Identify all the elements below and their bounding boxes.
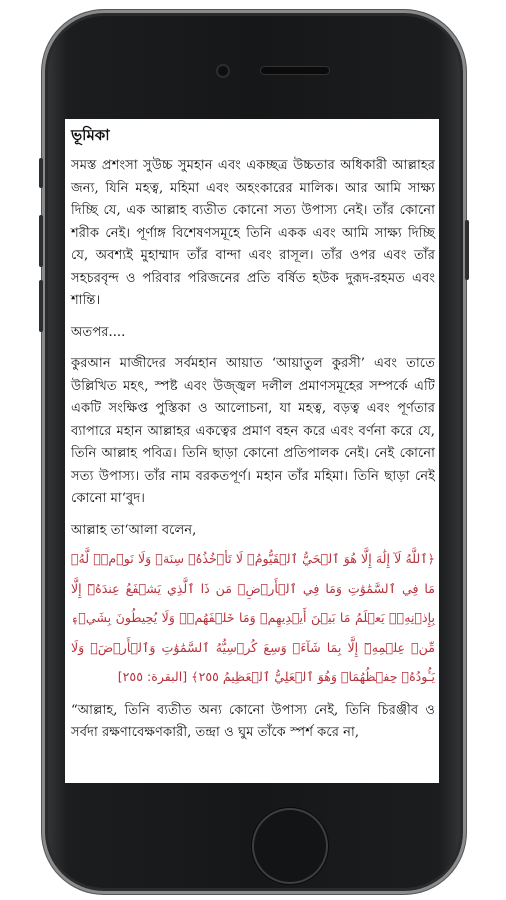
transition-paragraph: অতপর.... <box>71 324 126 340</box>
volume-down-button <box>39 280 43 332</box>
front-camera-icon <box>218 66 228 76</box>
arabic-verse: ﴿ٱللَّهُ لَآ إِلَٰهَ إِلَّا هُوَ ٱلۡحَيُّ ٱلۡقَيُّومُۚ لَا تَأۡخُذُهُۥ سِنَةٞ وَلَا نَوۡمٞۚ لَّهُۥ مَا فِي ٱلسَّمَٰوَٰتِ وَمَا فِي ٱلۡأَرۡضِۗ مَن ذَا ٱلَّذِي يَشۡفَعُ عِندَهُۥٓ إِلَّا بِإِذۡنِهِۦۚ يَعۡلَمُ مَا بَيۡنَ أَيۡدِيهِمۡ وَمَا خَلۡفَهُمۡۖ وَلَا يُحِيطُونَ بِشَيۡءٖ مِّنۡ عِلۡمِهِۦٓ إِلَّا بِمَا شَآءَۚ وَسِعَ كُرۡسِيُّهُ ٱلسَّمَٰوَٰتِ وَٱلۡأَرۡضَۖ وَلَا يَـُٔودُهُۥ حِفۡظُهُمَاۚ وَهُوَ ٱلۡعَلِيُّ ٱلۡعَظِيمُ ٢٥٥﴾ [البقرة: ٢٥٥] <box>71 551 435 684</box>
power-button <box>465 220 469 280</box>
body-paragraph: কুরআন মাজীদের সর্বমহান আয়াত ‘আয়াতুল কুরসী’ এবং তাতে উল্লিখিত মহৎ, স্পষ্ট এবং উজ্জ্বল দলীল প্রমাণসমূহের সম্পর্কে এটি একটি সংক্ষিপ্ত পুস্তিকা ও আলোচনা, যা মহত্ব, বড়ত্ব এবং পূর্ণতার ব্যাপারে মহান আল্লাহর একত্বের প্রমাণ বহন করে এবং বর্ণনা করে যে, তিনি আল্লাহ পবিত্র। তিনি ছাড়া কোনো প্রতিপালক নেই। নেই কোনো সত্য উপাস্য। তাঁর নাম বরকতপূর্ণ। মহান তাঁর মহিমা। তিনি ছাড়া নেই কোনো মা‘বুদ। <box>71 356 435 506</box>
verse-translation: “আল্লাহ, তিনি ব্যতীত অন্য কোনো উপাস্য নেই, তিনি চিরঞ্জীব ও সর্বদা রক্ষণাবেক্ষণকারী, তন্দ্রা ও ঘুম তাঁকে স্পর্শ করে না, <box>71 702 435 740</box>
home-button[interactable] <box>252 808 328 884</box>
page-title: ভূমিকা <box>71 126 110 144</box>
intro-paragraph: সমস্ত প্রশংসা সুউচ্চ সুমহান এবং একচ্ছত্র উচ্চতার অধিকারী আল্লাহর জন্য, যিনি মহত্ব, মহিমা এবং অহংকারের মালিক। আর আমি সাক্ষ্য দিচ্ছি যে, এক আল্লাহ ব্যতীত কোনো সত্য উপাস্য নেই। তাঁর কোনো শরীক নেই। পূর্ণাঙ্গ বিশেষণসমূহে তিনি একক এবং আমি সাক্ষ্য দিচ্ছি যে, অবশ্যই মুহাম্মাদ তাঁর বান্দা এবং রাসূল। তাঁর ওপর এবং তাঁর সহচরবৃন্দ ও পরিবার পরিজনের প্রতি বর্ষিত হউক দুরূদ-রহমত এবং শান্তি। <box>71 158 435 308</box>
earpiece-speaker <box>261 67 329 74</box>
mute-switch <box>39 158 43 188</box>
reading-screen[interactable] <box>65 119 439 783</box>
verse-intro-paragraph: আল্লাহ তা‘আলা বলেন, <box>71 522 197 538</box>
volume-up-button <box>39 215 43 267</box>
